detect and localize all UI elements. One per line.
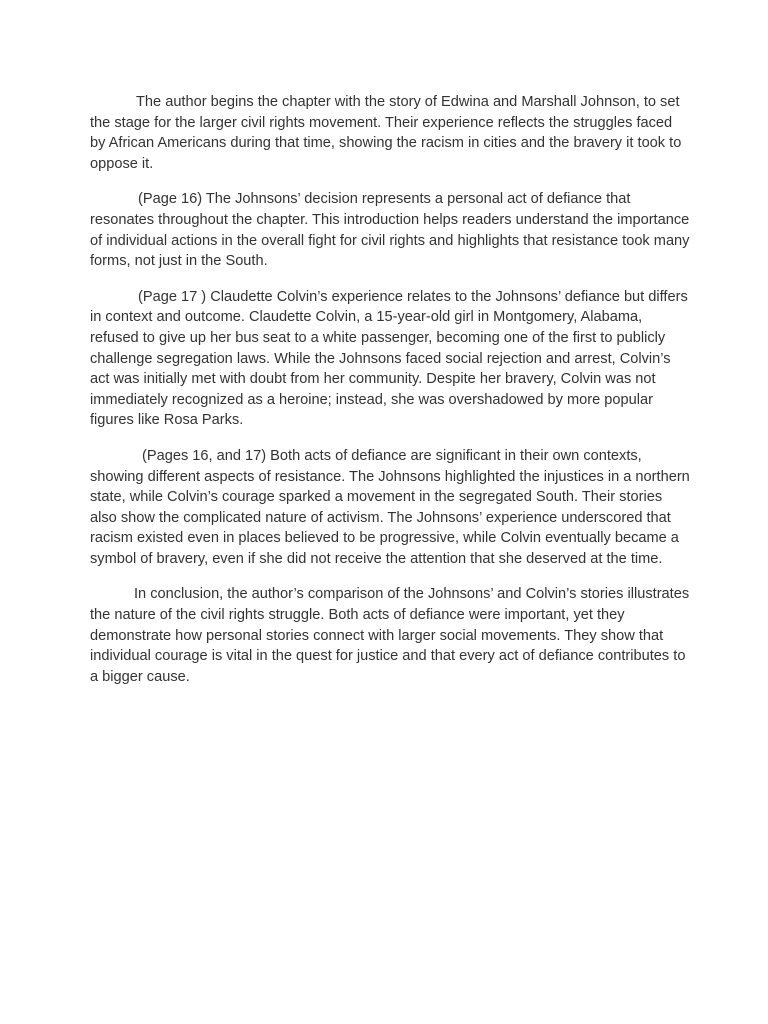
paragraph-page-16: (Page 16) The Johnsons’ decision represents a personal act of defiance that resonates throughout the chapter. This introduction helps readers understand the importance of individual actions in the overall fight for civil rights and highlights that resistance took many forms, not just in the South. xyxy=(90,191,690,270)
document-body xyxy=(90,92,690,702)
paragraph-conclusion: In conclusion, the author’s comparison of the Johnsons’ and Colvin’s stories illustrates the nature of the civil rights struggle. Both acts of defiance were important, yet they demonstrate how personal stories connect with larger social movements. They show that individual courage is vital in the quest for justice and that every act of defiance contributes to a bigger cause. xyxy=(90,586,690,685)
paragraph-pages-16-17: (Pages 16, and 17) Both acts of defiance are significant in their own contexts, showing different aspects of resistance. The Johnsons highlighted the injustices in a northern state, while Colvin’s courage sparked a movement in the segregated South. Their stories also show the complicated nature of activism. The Johnsons’ experience underscored that racism existed even in places believed to be progressive, while Colvin eventually became a symbol of bravery, even if she did not receive the attention that she deserved at the time. xyxy=(90,447,690,567)
paragraph-introduction: The author begins the chapter with the story of Edwina and Marshall Johnson, to set the stage for the larger civil rights movement. Their experience reflects the struggles faced by African Americans during that time, showing the racism in cities and the bravery it took to oppose it. xyxy=(90,94,682,172)
paragraph-page-17: (Page 17 ) Claudette Colvin’s experience relates to the Johnsons’ defiance but differs in context and outcome. Claudette Colvin, a 15-year-old girl in Montgomery, Alabama, refused to give up her bus seat to a white passenger, becoming one of the first to publicly challenge segregation laws. While the Johnsons faced social rejection and arrest, Colvin’s act was initially met with doubt from her community. Despite her bravery, Colvin was not immediately recognized as a heroine; instead, she was overshadowed by more popular figures like Rosa Parks. xyxy=(90,288,688,429)
